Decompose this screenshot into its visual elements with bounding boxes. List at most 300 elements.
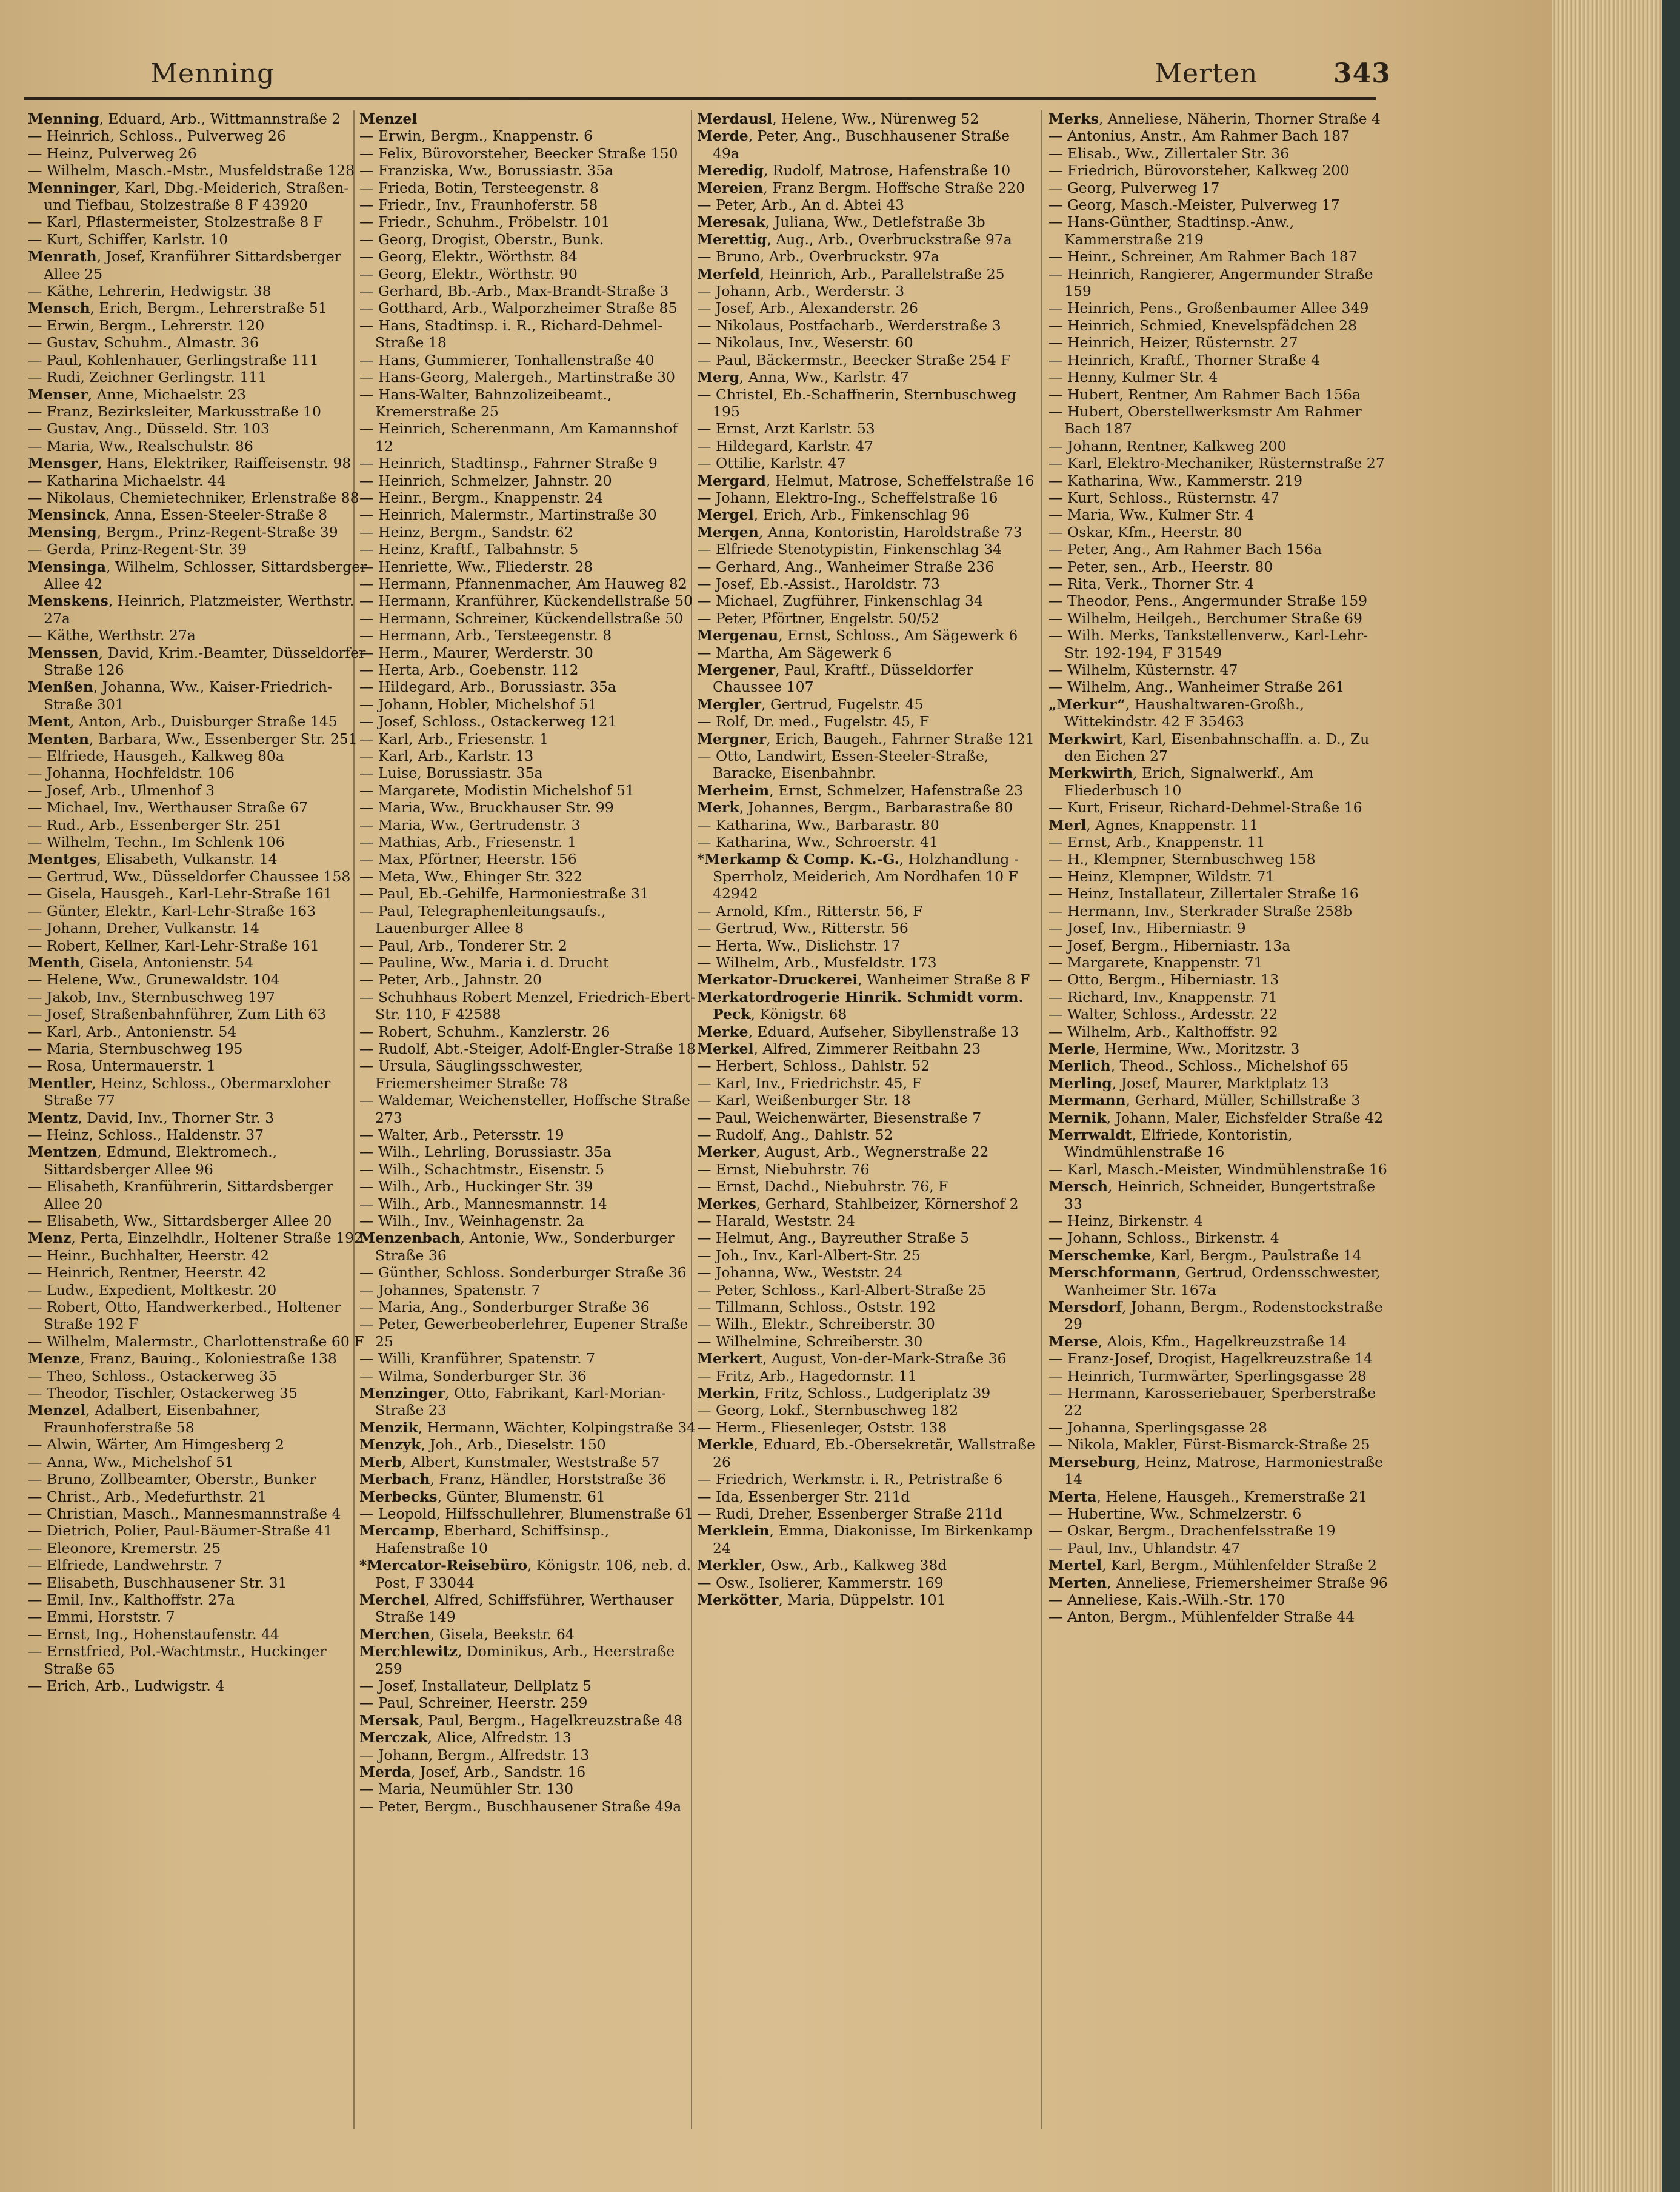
directory-entry: — Michael, Zugführer, Finkenschlag 34 — [697, 592, 983, 610]
directory-entry: Merker, August, Arb., Wegnerstraße 22 — [697, 1143, 989, 1161]
directory-entry: — Paul, Eb.-Gehilfe, Harmoniestraße 31 — [359, 885, 649, 903]
directory-entry: — Hermann, Inv., Sterkrader Straße 258b — [1048, 902, 1353, 920]
directory-entry: — Anneliese, Kais.-Wilh.-Str. 170 — [1048, 1591, 1285, 1608]
directory-entry: — Heinrich, Malermstr., Martinstraße 30 — [359, 506, 657, 524]
directory-entry: — Gustav, Schuhm., Almastr. 36 — [28, 334, 259, 352]
directory-entry: — Johann, Arb., Werderstr. 3 — [697, 282, 905, 300]
directory-entry: Meresak, Juliana, Ww., Detlefstraße 3b — [697, 213, 985, 231]
directory-entry: Menze, Franz, Bauing., Koloniestraße 138 — [28, 1350, 337, 1368]
directory-entry: — Paul, Bäckermstr., Beecker Straße 254 F — [697, 351, 1011, 369]
column-divider — [1041, 110, 1042, 2129]
directory-entry: — Harald, Weststr. 24 — [697, 1212, 855, 1229]
directory-entry: Merbach, Franz, Händler, Horststraße 36 — [359, 1471, 667, 1488]
directory-entry: — Georg, Drogist, Oberstr., Bunk. — [359, 230, 604, 248]
directory-entry: — Wilh., Arb., Mannesmannstr. 14 — [359, 1195, 607, 1212]
directory-entry: Mensch, Erich, Bergm., Lehrerstraße 51 — [28, 299, 327, 317]
directory-entry: — Heinrich, Turmwärter, Sperlingsgasse 28 — [1048, 1367, 1367, 1385]
directory-entry: Merlich, Theod., Schloss., Michelshof 65 — [1048, 1057, 1349, 1075]
directory-entry: — Luise, Borussiastr. 35a — [359, 764, 543, 782]
directory-entry: Mensinga, Wilhelm, Schlosser, Sittardsberger Allee 42 — [28, 558, 367, 592]
directory-entry: — Ludw., Expedient, Moltkestr. 20 — [28, 1281, 277, 1298]
directory-entry: — Herta, Ww., Dislichstr. 17 — [697, 937, 901, 954]
directory-entry: — Johannes, Spatenstr. 7 — [359, 1281, 541, 1298]
directory-entry: — Emmi, Horststr. 7 — [28, 1608, 175, 1626]
directory-entry: — Anna, Ww., Michelshof 51 — [28, 1453, 234, 1471]
directory-entry: Merchen, Gisela, Beekstr. 64 — [359, 1625, 575, 1643]
directory-entry: — Heinz, Bergm., Sandstr. 62 — [359, 523, 573, 541]
directory-entry: — Herm., Maurer, Werderstr. 30 — [359, 644, 593, 661]
directory-entry: — Heinz, Birkenstr. 4 — [1048, 1212, 1203, 1229]
directory-entry: — Georg, Pulverweg 17 — [1048, 179, 1220, 196]
directory-entry: Merchlewitz, Dominikus, Arb., Heerstraße 259 — [359, 1643, 675, 1677]
page-number: 343 — [1333, 58, 1391, 89]
directory-entry: — Friedrich, Werkmstr. i. R., Petristraße 6 — [697, 1471, 1003, 1488]
directory-entry: — Friedr., Inv., Fraunhoferstr. 58 — [359, 196, 598, 214]
directory-entry: — Walter, Schloss., Ardesstr. 22 — [1048, 1006, 1278, 1023]
directory-entry: — Nikola, Makler, Fürst-Bismarck-Straße 25 — [1048, 1436, 1370, 1454]
directory-entry: Merks, Anneliese, Näherin, Thorner Straße 4 — [1048, 110, 1381, 127]
directory-entry: Menninger, Karl, Dbg.-Meiderich, Straßen- und Tiefbau, Stolzestraße 8 F 43920 — [28, 179, 349, 214]
directory-entry: — Oskar, Kfm., Heerstr. 80 — [1048, 523, 1242, 541]
directory-entry: — Michael, Inv., Werthauser Straße 67 — [28, 799, 308, 817]
directory-entry: Menten, Barbara, Ww., Essenberger Str. 251 — [28, 730, 358, 747]
directory-entry: — Paul, Kohlenhauer, Gerlingstraße 111 — [28, 351, 319, 369]
directory-entry: — Paul, Schreiner, Heerstr. 259 — [359, 1694, 588, 1712]
directory-entry: — Peter, Pförtner, Engelstr. 50/52 — [697, 609, 940, 627]
directory-entry: Merkle, Eduard, Eb.-Obersekretär, Wallstraße 26 — [697, 1436, 1035, 1471]
directory-entry: Merczak, Alice, Alfredstr. 13 — [359, 1729, 572, 1746]
directory-entry: — Maria, Neumühler Str. 130 — [359, 1780, 574, 1798]
directory-entry: Mentzen, Edmund, Elektromech., Sittardsberger Allee 96 — [28, 1143, 278, 1178]
directory-entry: *Mercator-Reisebüro, Königstr. 106, neb. d. Post, F 33044 — [359, 1557, 692, 1591]
directory-entry: Menzyk, Joh., Arb., Dieselstr. 150 — [359, 1436, 606, 1454]
directory-entry: — Georg, Elektr., Wörthstr. 84 — [359, 248, 578, 266]
directory-entry: — Maria, Ww., Bruckhauser Str. 99 — [359, 799, 614, 817]
directory-entry: — Josef, Schloss., Ostackerweg 121 — [359, 713, 617, 730]
directory-entry: — Meta, Ww., Ehinger Str. 322 — [359, 867, 582, 885]
directory-entry: — Gertrud, Ww., Ritterstr. 56 — [697, 920, 908, 937]
directory-entry: — Antonius, Anstr., Am Rahmer Bach 187 — [1048, 127, 1350, 145]
directory-entry: — Günter, Elektr., Karl-Lehr-Straße 163 — [28, 902, 316, 920]
directory-entry: Mermann, Gerhard, Müller, Schillstraße 3 — [1048, 1092, 1361, 1109]
directory-entry: — Hans-Günther, Stadtinsp.-Anw., Kammerstraße 219 — [1048, 213, 1295, 248]
directory-entry: Mercamp, Eberhard, Schiffsinsp., Hafenstraße 10 — [359, 1522, 610, 1557]
directory-entry: Merb, Albert, Kunstmaler, Weststraße 57 — [359, 1453, 660, 1471]
directory-entry: Merschformann, Gertrud, Ordensschwester, Wanheimer Str. 167a — [1048, 1264, 1381, 1298]
directory-entry: Merheim, Ernst, Schmelzer, Hafenstraße 23 — [697, 781, 1024, 799]
directory-entry: — Heinrich, Scherenmann, Am Kamannshof 12 — [359, 420, 678, 455]
column-4 — [1048, 110, 1388, 2135]
directory-entry: — Herm., Fliesenleger, Oststr. 138 — [697, 1418, 947, 1436]
directory-entry: Merten, Anneliese, Friemersheimer Straße 96 — [1048, 1574, 1388, 1591]
directory-entry: — Gerda, Prinz-Regent-Str. 39 — [28, 541, 247, 558]
directory-entry: Menning, Eduard, Arb., Wittmannstraße 2 — [28, 110, 341, 127]
directory-entry: — Josef, Bergm., Hiberniastr. 13a — [1048, 937, 1291, 954]
directory-entry: Merkler, Osw., Arb., Kalkweg 38d — [697, 1557, 947, 1574]
directory-entry: — Heinz, Klempner, Wildstr. 71 — [1048, 867, 1275, 885]
directory-entry: — Gertrud, Ww., Düsseldorfer Chaussee 158 — [28, 867, 351, 885]
directory-entry: — Erich, Arb., Ludwigstr. 4 — [28, 1677, 225, 1694]
directory-entry: — Heinrich, Schmied, Knevelspfädchen 28 — [1048, 316, 1357, 334]
directory-entry: — Helmut, Ang., Bayreuther Straße 5 — [697, 1229, 970, 1247]
directory-entry: — Dietrich, Polier, Paul-Bäumer-Straße 41 — [28, 1522, 333, 1540]
directory-entry: — Jakob, Inv., Sternbuschweg 197 — [28, 988, 275, 1006]
directory-entry: Mereien, Franz Bergm. Hoffsche Straße 220 — [697, 179, 1025, 196]
directory-entry: — Margarete, Knappenstr. 71 — [1048, 954, 1263, 971]
directory-entry: Merl, Agnes, Knappenstr. 11 — [1048, 816, 1259, 834]
directory-entry: — Hubertine, Ww., Schmelzerstr. 6 — [1048, 1505, 1302, 1522]
directory-entry: — Wilhelm, Küsternstr. 47 — [1048, 661, 1238, 678]
directory-entry: — Kurt, Friseur, Richard-Dehmel-Straße 16 — [1048, 799, 1362, 817]
directory-entry: — Robert, Schuhm., Kanzlerstr. 26 — [359, 1023, 610, 1040]
directory-entry: Merchel, Alfred, Schiffsführer, Werthauser Straße 149 — [359, 1591, 674, 1626]
directory-entry: *Merkamp & Comp. K.-G., Holzhandlung - Sperrholz, Meiderich, Am Nordhafen 10 F 42942 — [697, 850, 1019, 903]
directory-entry: — Nikolaus, Chemietechniker, Erlenstraße 88 — [28, 489, 359, 506]
directory-entry: — Theo, Schloss., Ostackerweg 35 — [28, 1367, 278, 1385]
directory-entry: Mersch, Heinrich, Schneider, Bungertstraße 33 — [1048, 1178, 1375, 1212]
directory-entry: — Erwin, Bergm., Lehrerstr. 120 — [28, 316, 265, 334]
directory-entry: — Robert, Otto, Handwerkerbed., Holtener Straße 192 F — [28, 1298, 341, 1333]
directory-entry: — Wilh., Elektr., Schreiberstr. 30 — [697, 1315, 935, 1333]
directory-entry: — Peter, Schloss., Karl-Albert-Straße 25 — [697, 1281, 987, 1298]
directory-entry: — Walter, Arb., Petersstr. 19 — [359, 1126, 564, 1143]
directory-entry: — Wilhelm, Ang., Wanheimer Straße 261 — [1048, 678, 1345, 696]
directory-entry: — Erwin, Bergm., Knappenstr. 6 — [359, 127, 593, 145]
column-3 — [697, 110, 1036, 2135]
directory-entry: — Gotthard, Arb., Walporzheimer Straße 85 — [359, 299, 678, 317]
directory-entry: Merle, Hermine, Ww., Moritzstr. 3 — [1048, 1040, 1300, 1057]
directory-entry: Merfeld, Heinrich, Arb., Parallelstraße 25 — [697, 265, 1005, 282]
directory-entry: — Rudi, Zeichner Gerlingstr. 111 — [28, 369, 267, 386]
directory-entry: — Josef, Straßenbahnführer, Zum Lith 63 — [28, 1006, 327, 1023]
directory-entry: Merkatordrogerie Hinrik. Schmidt vorm. Peck, Königstr. 68 — [697, 988, 1024, 1023]
directory-entry: — Waldemar, Weichensteller, Hoffsche Straße 273 — [359, 1092, 690, 1126]
directory-entry: — Paul, Arb., Tonderer Str. 2 — [359, 937, 567, 954]
directory-entry: Merse, Alois, Kfm., Hagelkreuzstraße 14 — [1048, 1332, 1347, 1350]
directory-entry: — Pauline, Ww., Maria i. d. Drucht — [359, 954, 609, 971]
directory-entry: Merkert, August, Von-der-Mark-Straße 36 — [697, 1350, 1007, 1368]
directory-entry: — Alwin, Wärter, Am Himgesberg 2 — [28, 1436, 285, 1454]
directory-entry: — Hans, Gummierer, Tonhallenstraße 40 — [359, 351, 655, 369]
directory-entry: — Maria, Ww., Kulmer Str. 4 — [1048, 506, 1255, 524]
directory-entry: Mentges, Elisabeth, Vulkanstr. 14 — [28, 850, 278, 868]
directory-entry: — Arnold, Kfm., Ritterstr. 56, F — [697, 902, 923, 920]
directory-entry: — Johann, Hobler, Michelshof 51 — [359, 695, 598, 713]
directory-entry: Merda, Josef, Arb., Sandstr. 16 — [359, 1763, 586, 1780]
directory-entry: — Friedr., Schuhm., Fröbelstr. 101 — [359, 213, 610, 231]
directory-entry: — Willi, Kranführer, Spatenstr. 7 — [359, 1350, 596, 1368]
directory-entry: — H., Klempner, Sternbuschweg 158 — [1048, 850, 1316, 868]
directory-entry: — Günther, Schloss. Sonderburger Straße 36 — [359, 1264, 687, 1281]
directory-entry: — Heinr., Bergm., Knappenstr. 24 — [359, 489, 604, 506]
directory-entry: Merkötter, Maria, Düppelstr. 101 — [697, 1591, 946, 1608]
directory-entry: Merkwirt, Karl, Eisenbahnschaffn. a. D., Zu den Eichen 27 — [1048, 730, 1370, 765]
directory-entry: Mergard, Helmut, Matrose, Scheffelstraße 16 — [697, 472, 1035, 489]
directory-entry: — Ernst, Arb., Knappenstr. 11 — [1048, 834, 1265, 851]
directory-entry: — Peter, Bergm., Buschhausener Straße 49a — [359, 1797, 682, 1815]
directory-entry: — Hans-Walter, Bahnzolizeibeamt., Kremerstraße 25 — [359, 386, 612, 420]
directory-entry: Mergner, Erich, Baugeh., Fahrner Straße 121 — [697, 730, 1035, 747]
directory-entry: — Wilhelmine, Schreiberstr. 30 — [697, 1332, 923, 1350]
directory-entry: — Hubert, Oberstellwerksmstr Am Rahmer Bach 187 — [1048, 403, 1362, 438]
directory-entry: — Maria, Ww., Realschulstr. 86 — [28, 437, 253, 455]
directory-entry: — Wilhelm, Arb., Kalthoffstr. 92 — [1048, 1023, 1278, 1040]
directory-entry: — Wilhelm, Malermstr., Charlottenstraße 60 F — [28, 1332, 364, 1350]
directory-entry: — Karl, Arb., Antonienstr. 54 — [28, 1023, 237, 1040]
directory-entry: — Hildegard, Karlstr. 47 — [697, 437, 874, 455]
directory-entry: — Ursula, Säuglingsschwester, Friemersheimer Straße 78 — [359, 1057, 584, 1092]
directory-entry: — Karl, Weißenburger Str. 18 — [697, 1092, 911, 1109]
directory-entry: — Karl, Masch.-Meister, Windmühlenstraße 16 — [1048, 1160, 1387, 1178]
directory-entry: Mentler, Heinz, Schloss., Obermarxloher Straße 77 — [28, 1074, 331, 1109]
directory-entry: — Herta, Arb., Goebenstr. 112 — [359, 661, 579, 678]
directory-entry: — Peter, sen., Arb., Heerstr. 80 — [1048, 558, 1273, 575]
directory-entry: Menth, Gisela, Antonienstr. 54 — [28, 954, 254, 971]
directory-entry: — Peter, Gewerbeoberlehrer, Eupener Straße 25 — [359, 1315, 688, 1350]
directory-entry: „Merkur“, Haushaltwaren-Großh., Wittekindstr. 42 F 35463 — [1048, 695, 1305, 730]
running-head-right: Merten — [1155, 58, 1258, 89]
directory-entry: — Gerhard, Bb.-Arb., Max-Brandt-Straße 3 — [359, 282, 669, 300]
directory-entry: — Maria, Ang., Sonderburger Straße 36 — [359, 1298, 650, 1316]
directory-entry: — Christ., Arb., Medefurthstr. 21 — [28, 1488, 267, 1505]
directory-entry: — Rolf, Dr. med., Fugelstr. 45, F — [697, 713, 930, 730]
directory-entry: — Franz, Bezirksleiter, Markusstraße 10 — [28, 403, 321, 420]
directory-entry: Merta, Helene, Hausgeh., Kremerstraße 21 — [1048, 1488, 1368, 1505]
directory-entry: Merkin, Fritz, Schloss., Ludgeriplatz 39 — [697, 1385, 991, 1402]
directory-entry: — Bruno, Zollbeamter, Oberstr., Bunker — [28, 1471, 316, 1488]
directory-entry: — Richard, Inv., Knappenstr. 71 — [1048, 988, 1278, 1006]
directory-entry: — Nikolaus, Inv., Weserstr. 60 — [697, 334, 913, 352]
directory-entry: — Ernst, Ing., Hohenstaufenstr. 44 — [28, 1625, 280, 1643]
directory-entry: — Elfriede, Landwehrstr. 7 — [28, 1557, 223, 1574]
directory-entry: — Rudolf, Ang., Dahlstr. 52 — [697, 1126, 893, 1143]
directory-entry: — Georg, Lokf., Sternbuschweg 182 — [697, 1402, 959, 1419]
directory-entry: — Wilh., Arb., Huckinger Str. 39 — [359, 1178, 593, 1195]
directory-entry: — Leopold, Hilfsschullehrer, Blumenstraße 61 — [359, 1505, 693, 1522]
directory-entry: — Karl, Arb., Karlstr. 13 — [359, 747, 534, 765]
directory-entry: — Rudi, Dreher, Essenberger Straße 211d — [697, 1505, 1002, 1522]
directory-entry: — Georg, Masch.-Meister, Pulverweg 17 — [1048, 196, 1340, 214]
directory-entry: — Theodor, Pens., Angermunder Straße 159 — [1048, 592, 1368, 610]
directory-entry: Mensinck, Anna, Essen-Steeler-Straße 8 — [28, 506, 328, 524]
directory-entry: Merling, Josef, Maurer, Marktplatz 13 — [1048, 1074, 1329, 1092]
directory-entry: — Maria, Sternbuschweg 195 — [28, 1040, 243, 1057]
directory-entry: — Johann, Elektro-Ing., Scheffelstraße 16 — [697, 489, 998, 506]
directory-entry: — Katharina, Ww., Schroerstr. 41 — [697, 834, 938, 851]
directory-entry: Merkator-Druckerei, Wanheimer Straße 8 F — [697, 971, 1030, 989]
directory-entry: — Peter, Ang., Am Rahmer Bach 156a — [1048, 541, 1322, 558]
directory-entry: — Johann, Rentner, Kalkweg 200 — [1048, 437, 1287, 455]
directory-entry: — Karl, Arb., Friesenstr. 1 — [359, 730, 548, 747]
directory-entry: Merklein, Emma, Diakonisse, Im Birkenkamp 24 — [697, 1522, 1033, 1557]
directory-entry: — Ernst, Arzt Karlstr. 53 — [697, 420, 875, 438]
directory-entry: Merkel, Alfred, Zimmerer Reitbahn 23 — [697, 1040, 981, 1057]
directory-entry: — Heinz, Pulverweg 26 — [28, 144, 197, 162]
directory-entry: — Hubert, Rentner, Am Rahmer Bach 156a — [1048, 386, 1361, 403]
directory-entry: — Heinrich, Kraftf., Thorner Straße 4 — [1048, 351, 1320, 369]
directory-entry: Mergen, Anna, Kontoristin, Haroldstraße 73 — [697, 523, 1022, 541]
directory-entry: — Josef, Arb., Ulmenhof 3 — [28, 781, 215, 799]
directory-entry: Mensger, Hans, Elektriker, Raiffeisenstr. 98 — [28, 455, 352, 472]
directory-entry: — Otto, Bergm., Hiberniastr. 13 — [1048, 971, 1279, 989]
directory-entry: — Johanna, Sperlingsgasse 28 — [1048, 1418, 1267, 1436]
directory-entry: Menzinger, Otto, Fabrikant, Karl-Morian-Straße 23 — [359, 1385, 666, 1419]
directory-entry: — Heinrich, Stadtinsp., Fahrner Straße 9 — [359, 455, 658, 472]
directory-entry: — Ernst, Dachd., Niebuhrstr. 76, F — [697, 1178, 948, 1195]
directory-entry: — Johanna, Ww., Weststr. 24 — [697, 1264, 903, 1281]
directory-entry: — Elfriede, Hausgeh., Kalkweg 80a — [28, 747, 284, 765]
directory-entry: Mergenau, Ernst, Schloss., Am Sägewerk 6 — [697, 627, 1018, 644]
directory-entry: Merke, Eduard, Aufseher, Sibyllenstraße 13 — [697, 1023, 1019, 1040]
directory-entry: — Heinr., Buchhalter, Heerstr. 42 — [28, 1246, 269, 1264]
directory-entry: — Käthe, Lehrerin, Hedwigstr. 38 — [28, 282, 272, 300]
directory-entry: — Max, Pförtner, Heerstr. 156 — [359, 850, 577, 868]
directory-entry: Menßen, Johanna, Ww., Kaiser-Friedrich-Straße 301 — [28, 678, 332, 713]
directory-entry: — Hans-Georg, Malergeh., Martinstraße 30 — [359, 369, 676, 386]
directory-entry: — Heinz, Kraftf., Talbahnstr. 5 — [359, 541, 579, 558]
directory-entry: Menzenbach, Antonie, Ww., Sonderburger Straße 36 — [359, 1229, 675, 1264]
directory-entry: — Otto, Landwirt, Essen-Steeler-Straße, Baracke, Eisenbahnbr. — [697, 747, 989, 782]
directory-entry: — Heinrich, Schmelzer, Jahnstr. 20 — [359, 472, 612, 489]
directory-entry: — Elisabeth, Buschhausener Str. 31 — [28, 1574, 287, 1591]
directory-entry: — Josef, Arb., Alexanderstr. 26 — [697, 299, 918, 317]
directory-entry: Menskens, Heinrich, Platzmeister, Werthstr. 27a — [28, 592, 355, 627]
directory-entry: — Wilh., Schachtmstr., Eisenstr. 5 — [359, 1160, 605, 1178]
running-head-left: Menning — [150, 58, 275, 89]
directory-entry: — Henny, Kulmer Str. 4 — [1048, 369, 1218, 386]
directory-entry: — Hermann, Arb., Tersteegenstr. 8 — [359, 627, 612, 644]
directory-entry: — Paul, Weichenwärter, Biesenstraße 7 — [697, 1109, 982, 1126]
directory-entry: — Josef, Eb.-Assist., Haroldstr. 73 — [697, 575, 940, 592]
column-1 — [28, 110, 367, 2135]
directory-entry: — Joh., Inv., Karl-Albert-Str. 25 — [697, 1246, 921, 1264]
directory-entry: — Felix, Bürovorsteher, Beecker Straße 150 — [359, 144, 678, 162]
directory-entry: Merk, Johannes, Bergm., Barbarastraße 80 — [697, 799, 1013, 817]
directory-entry: Mersdorf, Johann, Bergm., Rodenstockstraße 29 — [1048, 1298, 1383, 1333]
directory-entry: — Kurt, Schloss., Rüsternstr. 47 — [1048, 489, 1279, 506]
directory-entry: — Henriette, Ww., Fliederstr. 28 — [359, 558, 593, 575]
directory-entry: Mergel, Erich, Arb., Finkenschlag 96 — [697, 506, 970, 524]
directory-entry: — Gerhard, Ang., Wanheimer Straße 236 — [697, 558, 995, 575]
directory-entry: — Eleonore, Kremerstr. 25 — [28, 1539, 221, 1557]
directory-entry: Mersak, Paul, Bergm., Hagelkreuzstraße 48 — [359, 1711, 683, 1729]
directory-entry: — Rita, Verk., Thorner Str. 4 — [1048, 575, 1255, 592]
directory-entry: — Elisab., Ww., Zillertaler Str. 36 — [1048, 144, 1290, 162]
directory-entry: Merschemke, Karl, Bergm., Paulstraße 14 — [1048, 1246, 1362, 1264]
directory-entry: — Paul, Inv., Uhlandstr. 47 — [1048, 1539, 1241, 1557]
directory-entry: — Heinrich, Pens., Großenbaumer Allee 349 — [1048, 299, 1369, 317]
directory-entry: Merkwirth, Erich, Signalwerkf., Am Fliederbusch 10 — [1048, 764, 1314, 799]
directory-entry: — Heinrich, Rangierer, Angermunder Straße 159 — [1048, 265, 1373, 300]
directory-entry: Menzel — [359, 110, 418, 127]
directory-entry: — Elisabeth, Kranführerin, Sittardsberger Allee 20 — [28, 1178, 333, 1212]
directory-entry: — Schuhhaus Robert Menzel, Friedrich-Ebert-Str. 110, F 42588 — [359, 988, 695, 1023]
directory-entry: — Kurt, Schiffer, Karlstr. 10 — [28, 230, 228, 248]
directory-entry: Menrath, Josef, Kranführer Sittardsberger Allee 25 — [28, 248, 341, 282]
directory-entry: — Wilhelm, Arb., Musfeldstr. 173 — [697, 954, 937, 971]
directory-entry: — Martha, Am Sägewerk 6 — [697, 644, 892, 661]
directory-entry: — Ida, Essenberger Str. 211d — [697, 1488, 910, 1505]
directory-entry: — Theodor, Tischler, Ostackerweg 35 — [28, 1385, 298, 1402]
directory-entry: — Bruno, Arb., Overbruckstr. 97a — [697, 248, 939, 266]
directory-entry: — Wilhelm, Masch.-Mstr., Musfeldstraße 128 — [28, 162, 355, 179]
directory-entry: Menzik, Hermann, Wächter, Kolpingstraße 34 — [359, 1418, 696, 1436]
directory-entry: — Peter, Arb., An d. Abtei 43 — [697, 196, 905, 214]
directory-entry: — Ernst, Niebuhrstr. 76 — [697, 1160, 870, 1178]
directory-entry: — Gustav, Ang., Düsseld. Str. 103 — [28, 420, 270, 438]
directory-entry: — Franziska, Ww., Borussiastr. 35a — [359, 162, 614, 179]
directory-entry: Merrwaldt, Elfriede, Kontoristin, Windmühlenstraße 16 — [1048, 1126, 1293, 1161]
directory-entry: Mentz, David, Inv., Thorner Str. 3 — [28, 1109, 275, 1126]
directory-entry: — Nikolaus, Postfacharb., Werderstraße 3 — [697, 316, 1001, 334]
directory-entry: — Karl, Inv., Friedrichstr. 45, F — [697, 1074, 922, 1092]
directory-entry: — Josef, Inv., Hiberniastr. 9 — [1048, 920, 1246, 937]
directory-entry: — Johann, Schloss., Birkenstr. 4 — [1048, 1229, 1279, 1247]
directory-entry: Merkes, Gerhard, Stahlbeizer, Körnershof 2 — [697, 1195, 1019, 1212]
directory-entry: — Robert, Kellner, Karl-Lehr-Straße 161 — [28, 937, 319, 954]
directory-entry: — Hermann, Karosseriebauer, Sperberstraße 22 — [1048, 1385, 1376, 1419]
directory-entry: — Hermann, Schreiner, Kückendellstraße 50 — [359, 609, 684, 627]
directory-entry: — Franz-Josef, Drogist, Hagelkreuzstraße 14 — [1048, 1350, 1373, 1368]
directory-entry: — Wilhelm, Techn., Im Schlenk 106 — [28, 834, 285, 851]
directory-entry: — Mathias, Arb., Friesenstr. 1 — [359, 834, 576, 851]
directory-entry: — Rudolf, Abt.-Steiger, Adolf-Engler-Straße 18 — [359, 1040, 696, 1057]
directory-entry: Meredig, Rudolf, Matrose, Hafenstraße 10 — [697, 162, 1011, 179]
directory-entry: — Christel, Eb.-Schaffnerin, Sternbuschweg 195 — [697, 386, 1016, 420]
directory-entry: — Fritz, Arb., Hagedornstr. 11 — [697, 1367, 917, 1385]
header-rule — [24, 97, 1376, 100]
directory-entry: Mergler, Gertrud, Fugelstr. 45 — [697, 695, 924, 713]
directory-entry: Merde, Peter, Ang., Buschhausener Straße 49a — [697, 127, 1010, 162]
directory-entry: Merseburg, Heinz, Matrose, Harmoniestraße 14 — [1048, 1453, 1384, 1488]
directory-entry: — Käthe, Werthstr. 27a — [28, 627, 196, 644]
directory-entry: — Frieda, Botin, Tersteegenstr. 8 — [359, 179, 599, 196]
directory-entry: — Hans, Stadtinsp. i. R., Richard-Dehmel-Straße 18 — [359, 316, 663, 352]
directory-entry: — Rosa, Untermauerstr. 1 — [28, 1057, 216, 1075]
directory-entry: — Katharina Michaelstr. 44 — [28, 472, 226, 489]
directory-entry: — Ottilie, Karlstr. 47 — [697, 455, 846, 472]
directory-entry: — Wilh., Lehrling, Borussiastr. 35a — [359, 1143, 612, 1161]
directory-entry: — Christian, Masch., Mannesmannstraße 4 — [28, 1505, 341, 1522]
directory-entry: — Wilma, Sonderburger Str. 36 — [359, 1367, 587, 1385]
directory-entry: — Heinz, Installateur, Zillertaler Straße 16 — [1048, 885, 1359, 903]
directory-entry: — Oskar, Bergm., Drachenfelsstraße 19 — [1048, 1522, 1336, 1540]
directory-entry: — Ernstfried, Pol.-Wachtmstr., Huckinger Straße 65 — [28, 1643, 327, 1677]
directory-entry: Merbecks, Günter, Blumenstr. 61 — [359, 1488, 605, 1505]
directory-entry: — Karl, Pflastermeister, Stolzestraße 8 F — [28, 213, 324, 231]
directory-entry: — Elfriede Stenotypistin, Finkenschlag 34 — [697, 541, 1002, 558]
directory-entry: — Paul, Telegraphenleitungsaufs., Lauenburger Allee 8 — [359, 902, 606, 937]
directory-entry: — Maria, Ww., Gertrudenstr. 3 — [359, 816, 581, 834]
directory-entry: — Katharina, Ww., Kammerstr. 219 — [1048, 472, 1303, 489]
directory-entry: — Gisela, Hausgeh., Karl-Lehr-Straße 161 — [28, 885, 333, 903]
directory-entry: — Emil, Inv., Kalthoffstr. 27a — [28, 1591, 235, 1608]
directory-entry: — Heinz, Schloss., Haldenstr. 37 — [28, 1126, 264, 1143]
directory-entry: — Margarete, Modistin Michelshof 51 — [359, 781, 635, 799]
directory-entry: — Hermann, Pfannenmacher, Am Hauweg 82 — [359, 575, 687, 592]
directory-entry: Merettig, Aug., Arb., Overbruckstraße 97a — [697, 230, 1012, 248]
directory-entry: — Heinr., Schreiner, Am Rahmer Bach 187 — [1048, 248, 1358, 266]
directory-entry: — Anton, Bergm., Mühlenfelder Straße 44 — [1048, 1608, 1355, 1626]
directory-entry: Menser, Anne, Michaelstr. 23 — [28, 386, 246, 403]
directory-entry: — Wilh. Merks, Tankstellenverw., Karl-Lehr-Str. 192-194, F 31549 — [1048, 627, 1368, 661]
directory-entry: — Wilhelm, Heilgeh., Berchumer Straße 69 — [1048, 609, 1362, 627]
book-page-edge — [1552, 0, 1680, 2192]
directory-entry: — Karl, Elektro-Mechaniker, Rüsternstraße 27 — [1048, 455, 1385, 472]
directory-entry: Ment, Anton, Arb., Duisburger Straße 145 — [28, 713, 338, 730]
directory-entry: — Heinrich, Rentner, Heerstr. 42 — [28, 1264, 267, 1281]
directory-entry: — Elisabeth, Ww., Sittardsberger Allee 20 — [28, 1212, 332, 1229]
